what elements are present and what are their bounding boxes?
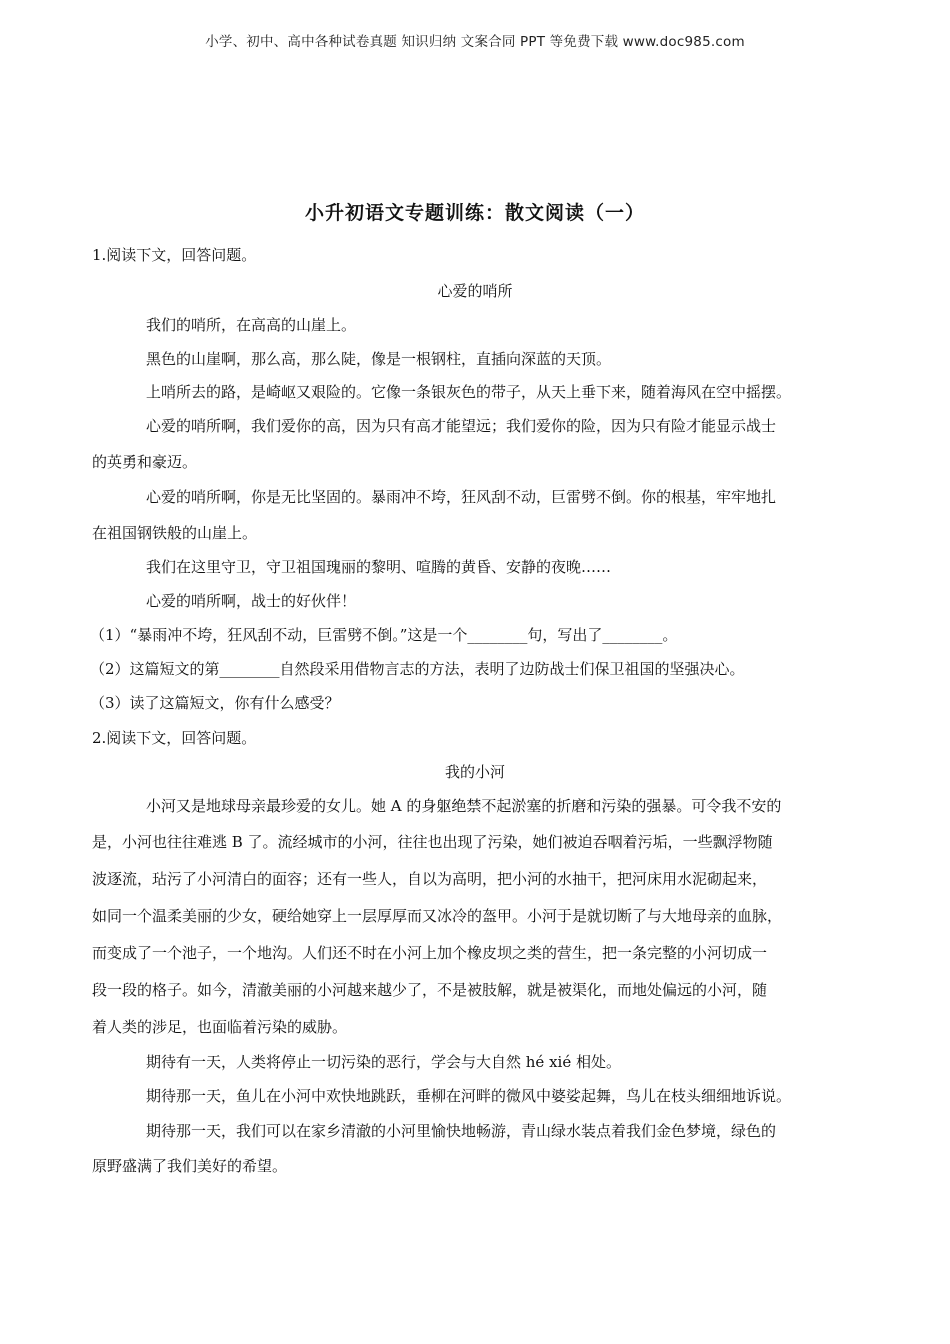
section2-line: 如同一个温柔美丽的少女，硬给她穿上一层厚厚而又冰冷的盔甲。小河于是就切断了与大地母亲的血脉，: [92, 907, 783, 925]
section1-line: 我们的哨所，在高高的山崖上。: [146, 316, 357, 334]
section1-passage-title: 心爱的哨所: [437, 282, 513, 300]
section2-intro: 2.阅读下文，回答问题。: [92, 729, 257, 747]
section2-line: 段一段的格子。如今，清澈美丽的小河越来越少了，不是被肢解，就是被渠化，而地处偏远的小河，随: [92, 981, 768, 999]
section2-line: 期待有一天，人类将停止一切污染的恶行，学会与大自然 hé xié 相处。: [146, 1053, 621, 1071]
section1-intro: 1.阅读下文，回答问题。: [92, 246, 257, 264]
section1-question: （3）读了这篇短文，你有什么感受？: [90, 694, 340, 712]
section1-line: 的英勇和豪迈。: [92, 453, 198, 471]
section2-line: 而变成了一个池子，一个地沟。人们还不时在小河上加个橡皮坝之类的营生，把一条完整的小河切成一: [92, 944, 768, 962]
section2-line: 小河又是地球母亲最珍爱的女儿。她 A 的身躯绝禁不起淤塞的折磨和污染的强暴。可令我不安的: [146, 797, 782, 815]
section1-line: 心爱的哨所啊，战士的好伙伴！: [146, 592, 357, 610]
section1-line: 在祖国钢铁般的山崖上。: [92, 524, 258, 542]
section1-line: 心爱的哨所啊，我们爱你的高，因为只有高才能望远；我们爱你的险，因为只有险才能显示战士: [146, 417, 777, 435]
section2-passage-title: 我的小河: [444, 763, 505, 781]
section2-line: 原野盛满了我们美好的希望。: [92, 1157, 288, 1175]
section1-line: 我们在这里守卫，守卫祖国瑰丽的黎明、喧腾的黄昏、安静的夜晚……: [146, 558, 612, 576]
section2-line: 波逐流，玷污了小河清白的面容；还有一些人，自以为高明，把小河的水抽干，把河床用水泥砌起来，: [92, 870, 768, 888]
section1-question: （1）“暴雨冲不垮，狂风刮不动，巨雷劈不倒。”这是一个________句，写出了________。: [90, 626, 678, 644]
section2-line: 是，小河也往往难逃 B 了。流经城市的小河，往往也出现了污染，她们被迫吞咽着污垢，一些飘浮物随: [92, 833, 773, 851]
section2-line: 期待那一天，我们可以在家乡清澈的小河里愉快地畅游，青山绿水装点着我们金色梦境，绿色的: [146, 1122, 777, 1140]
page-title: 小升初语文专题训练：散文阅读（一）: [304, 202, 645, 224]
section1-line: 上哨所去的路，是崎岖又艰险的。它像一条银灰色的带子，从天上垂下来，随着海风在空中摇摆。: [146, 383, 792, 401]
page-header: 小学、初中、高中各种试卷真题 知识归纳 文案合同 PPT 等免费下载 www.doc985.com: [205, 34, 745, 50]
section1-question: （2）这篇短文的第________自然段采用借物言志的方法，表明了边防战士们保卫祖国的坚强决心。: [90, 660, 745, 678]
section2-line: 着人类的涉足，也面临着污染的威胁。: [92, 1018, 348, 1036]
section1-line: 心爱的哨所啊，你是无比坚固的。暴雨冲不垮，狂风刮不动，巨雷劈不倒。你的根基，牢牢地扎: [146, 488, 777, 506]
section1-line: 黑色的山崖啊，那么高，那么陡，像是一根钢柱，直插向深蓝的天顶。: [146, 350, 612, 368]
section2-line: 期待那一天，鱼儿在小河中欢快地跳跃，垂柳在河畔的微风中婆娑起舞，鸟儿在枝头细细地诉说。: [146, 1087, 792, 1105]
